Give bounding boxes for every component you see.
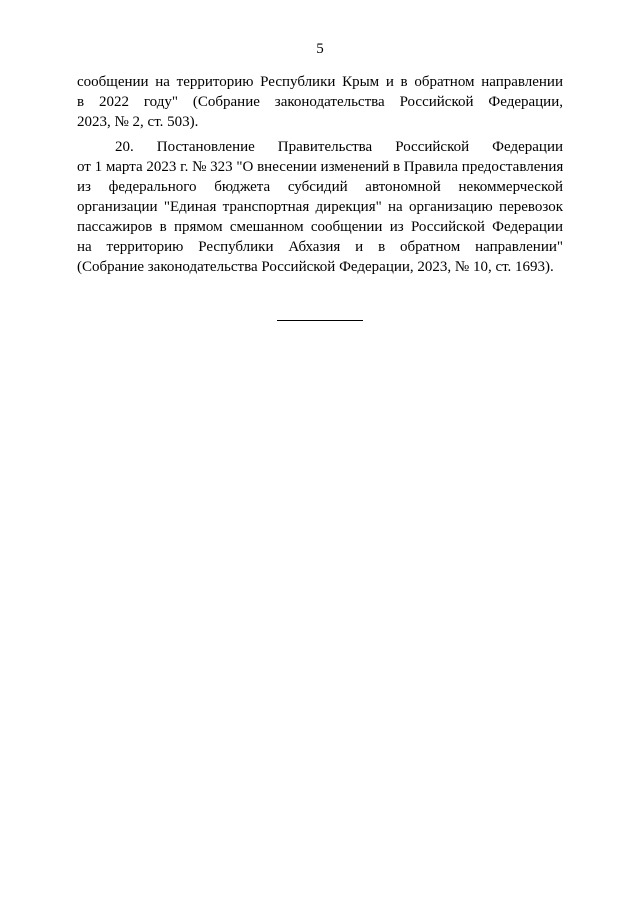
text-line: от 1 марта 2023 г. № 323 "О внесении изменений в Правила предоставления <box>77 159 564 175</box>
text-line: 2023, № 2, ст. 503). <box>77 114 199 130</box>
text-line: 20. Постановление Правительства Российской Федерации <box>115 139 563 155</box>
text-line: сообщении на территорию Республики Крым и в обратном направлении <box>77 74 563 90</box>
page-number: 5 <box>316 41 324 57</box>
end-separator-line <box>277 320 363 321</box>
text-line: из федерального бюджета субсидий автономной некоммерческой <box>77 179 563 195</box>
list-item-20 <box>77 137 563 277</box>
text-line: на территорию Республики Абхазия и в обратном направлении" <box>77 239 563 255</box>
text-line: (Собрание законодательства Российской Федерации, 2023, № 10, ст. 1693). <box>77 259 554 275</box>
text-line: пассажиров в прямом смешанном сообщении из Российской Федерации <box>77 219 563 235</box>
paragraph-continuation <box>77 72 563 132</box>
text-line: в 2022 году" (Собрание законодательства Российской Федерации, <box>77 94 563 110</box>
text-line: организации "Единая транспортная дирекция" на организацию перевозок <box>77 199 563 215</box>
